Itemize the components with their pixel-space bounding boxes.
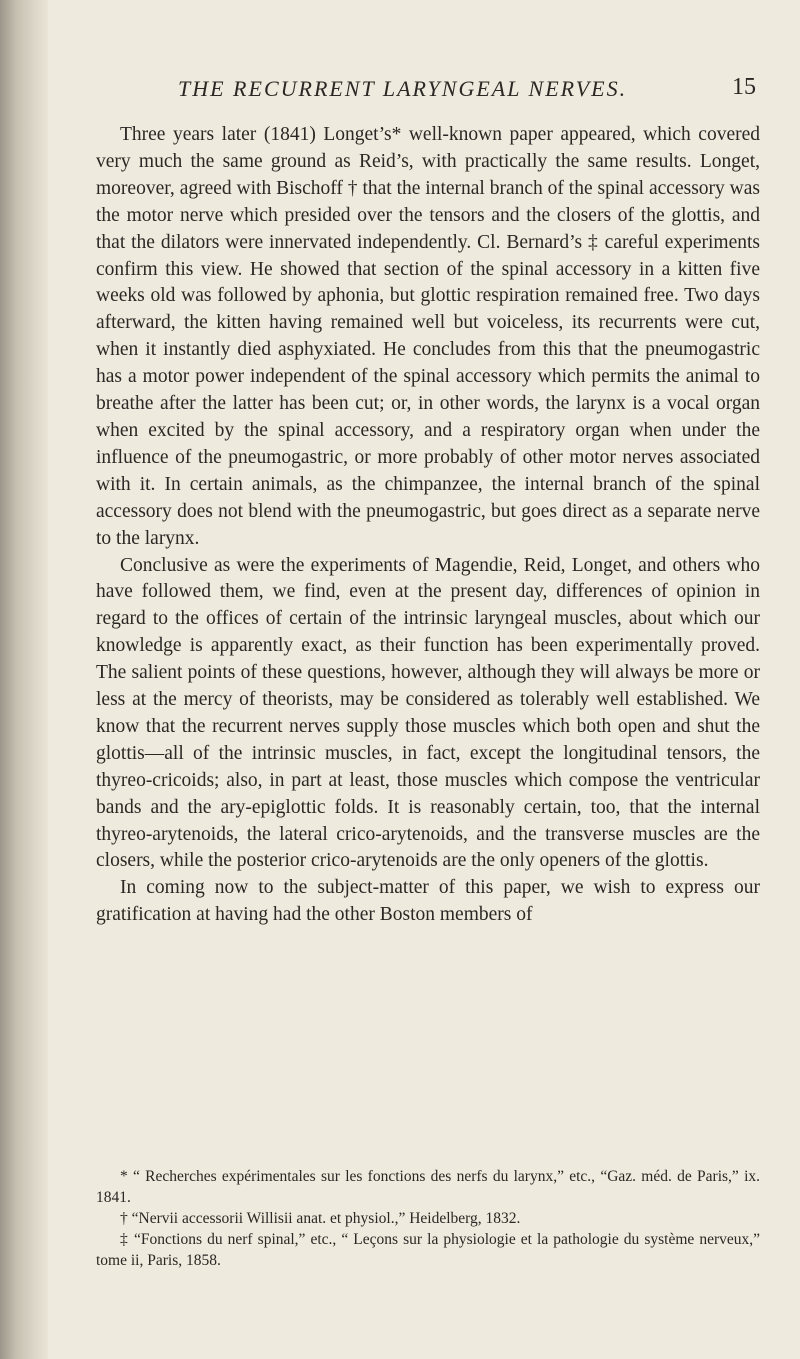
footnote-1: * “ Recherches expérimentales sur les fonctions des nerfs du larynx,” etc., “Gaz. méd. de Paris,” ix. 1841. [96, 1168, 760, 1206]
footnote-3: ‡ “Fonctions du nerf spinal,” etc., “ Leçons sur la physiologie et la pathologie du système nerveux,” tome ii, Paris, 1858. [96, 1231, 760, 1269]
paragraph-3: In coming now to the subject-matter of this paper, we wish to express our gratification at having had the other Boston members of [96, 877, 760, 926]
page-header [96, 76, 756, 110]
page-number: 15 [732, 74, 756, 100]
footnote-2: † “Nervii accessorii Willisii anat. et physiol.,” Heidelberg, 1832. [120, 1210, 521, 1227]
footnotes [96, 1166, 760, 1271]
paragraph-2: Conclusive as were the experiments of Magendie, Reid, Longet, and others who have followed them, we find, even at the present day, differences of opinion in regard to the offices of certain of the intrinsic laryngeal muscles, about which our knowledge is apparently exact, as their function has been experimentally proved. The salient points of these questions, however, although they will always be more or less at the mercy of theorists, may be considered as tolerably well established. We know that the recurrent nerves supply those muscles which both open and shut the glottis—all of the intrinsic muscles, in fact, except the longitudinal tensors, the thyreo-cricoids; also, in part at least, those muscles which compose the ventricular bands and the ary-epiglottic folds. It is reasonably certain, too, that the internal thyreo-arytenoids, the lateral crico-arytenoids, and the transverse muscles are the closers, while the posterior crico-arytenoids are the only openers of the glottis. [96, 554, 760, 872]
body-text [96, 122, 760, 929]
page-edge-shadow [0, 0, 48, 1359]
running-head: THE RECURRENT LARYNGEAL NERVES. [178, 76, 628, 101]
paragraph-1: Three years later (1841) Longet’s* well-known paper appeared, which covered very much the same ground as Reid’s, with practically the same results. Longet, moreover, agreed with Bischoff † that the internal branch of the spinal accessory was the motor nerve which presided over the tensors and the closers of the glottis, and that the dilators were innervated independently. Cl. Bernard’s ‡ careful experiments confirm this view. He showed that section of the spinal accessory in a kitten five weeks old was followed by aphonia, but glottic respiration remained free. Two days afterward, the kitten having remained well but voiceless, its recurrents were cut, when it instantly died asphyxiated. He concludes from this that the pneumogastric has a motor power independent of the spinal accessory which permits the animal to breathe after the latter has been cut; or, in other words, the larynx is a vocal organ when excited by the spinal accessory, and a respiratory organ when under the influence of the pneumogastric, or more probably of other motor nerves associated with it. In certain animals, as the chimpanzee, the internal branch of the spinal accessory does not blend with the pneumogastric, but goes direct as a separate nerve to the larynx. [96, 124, 760, 549]
